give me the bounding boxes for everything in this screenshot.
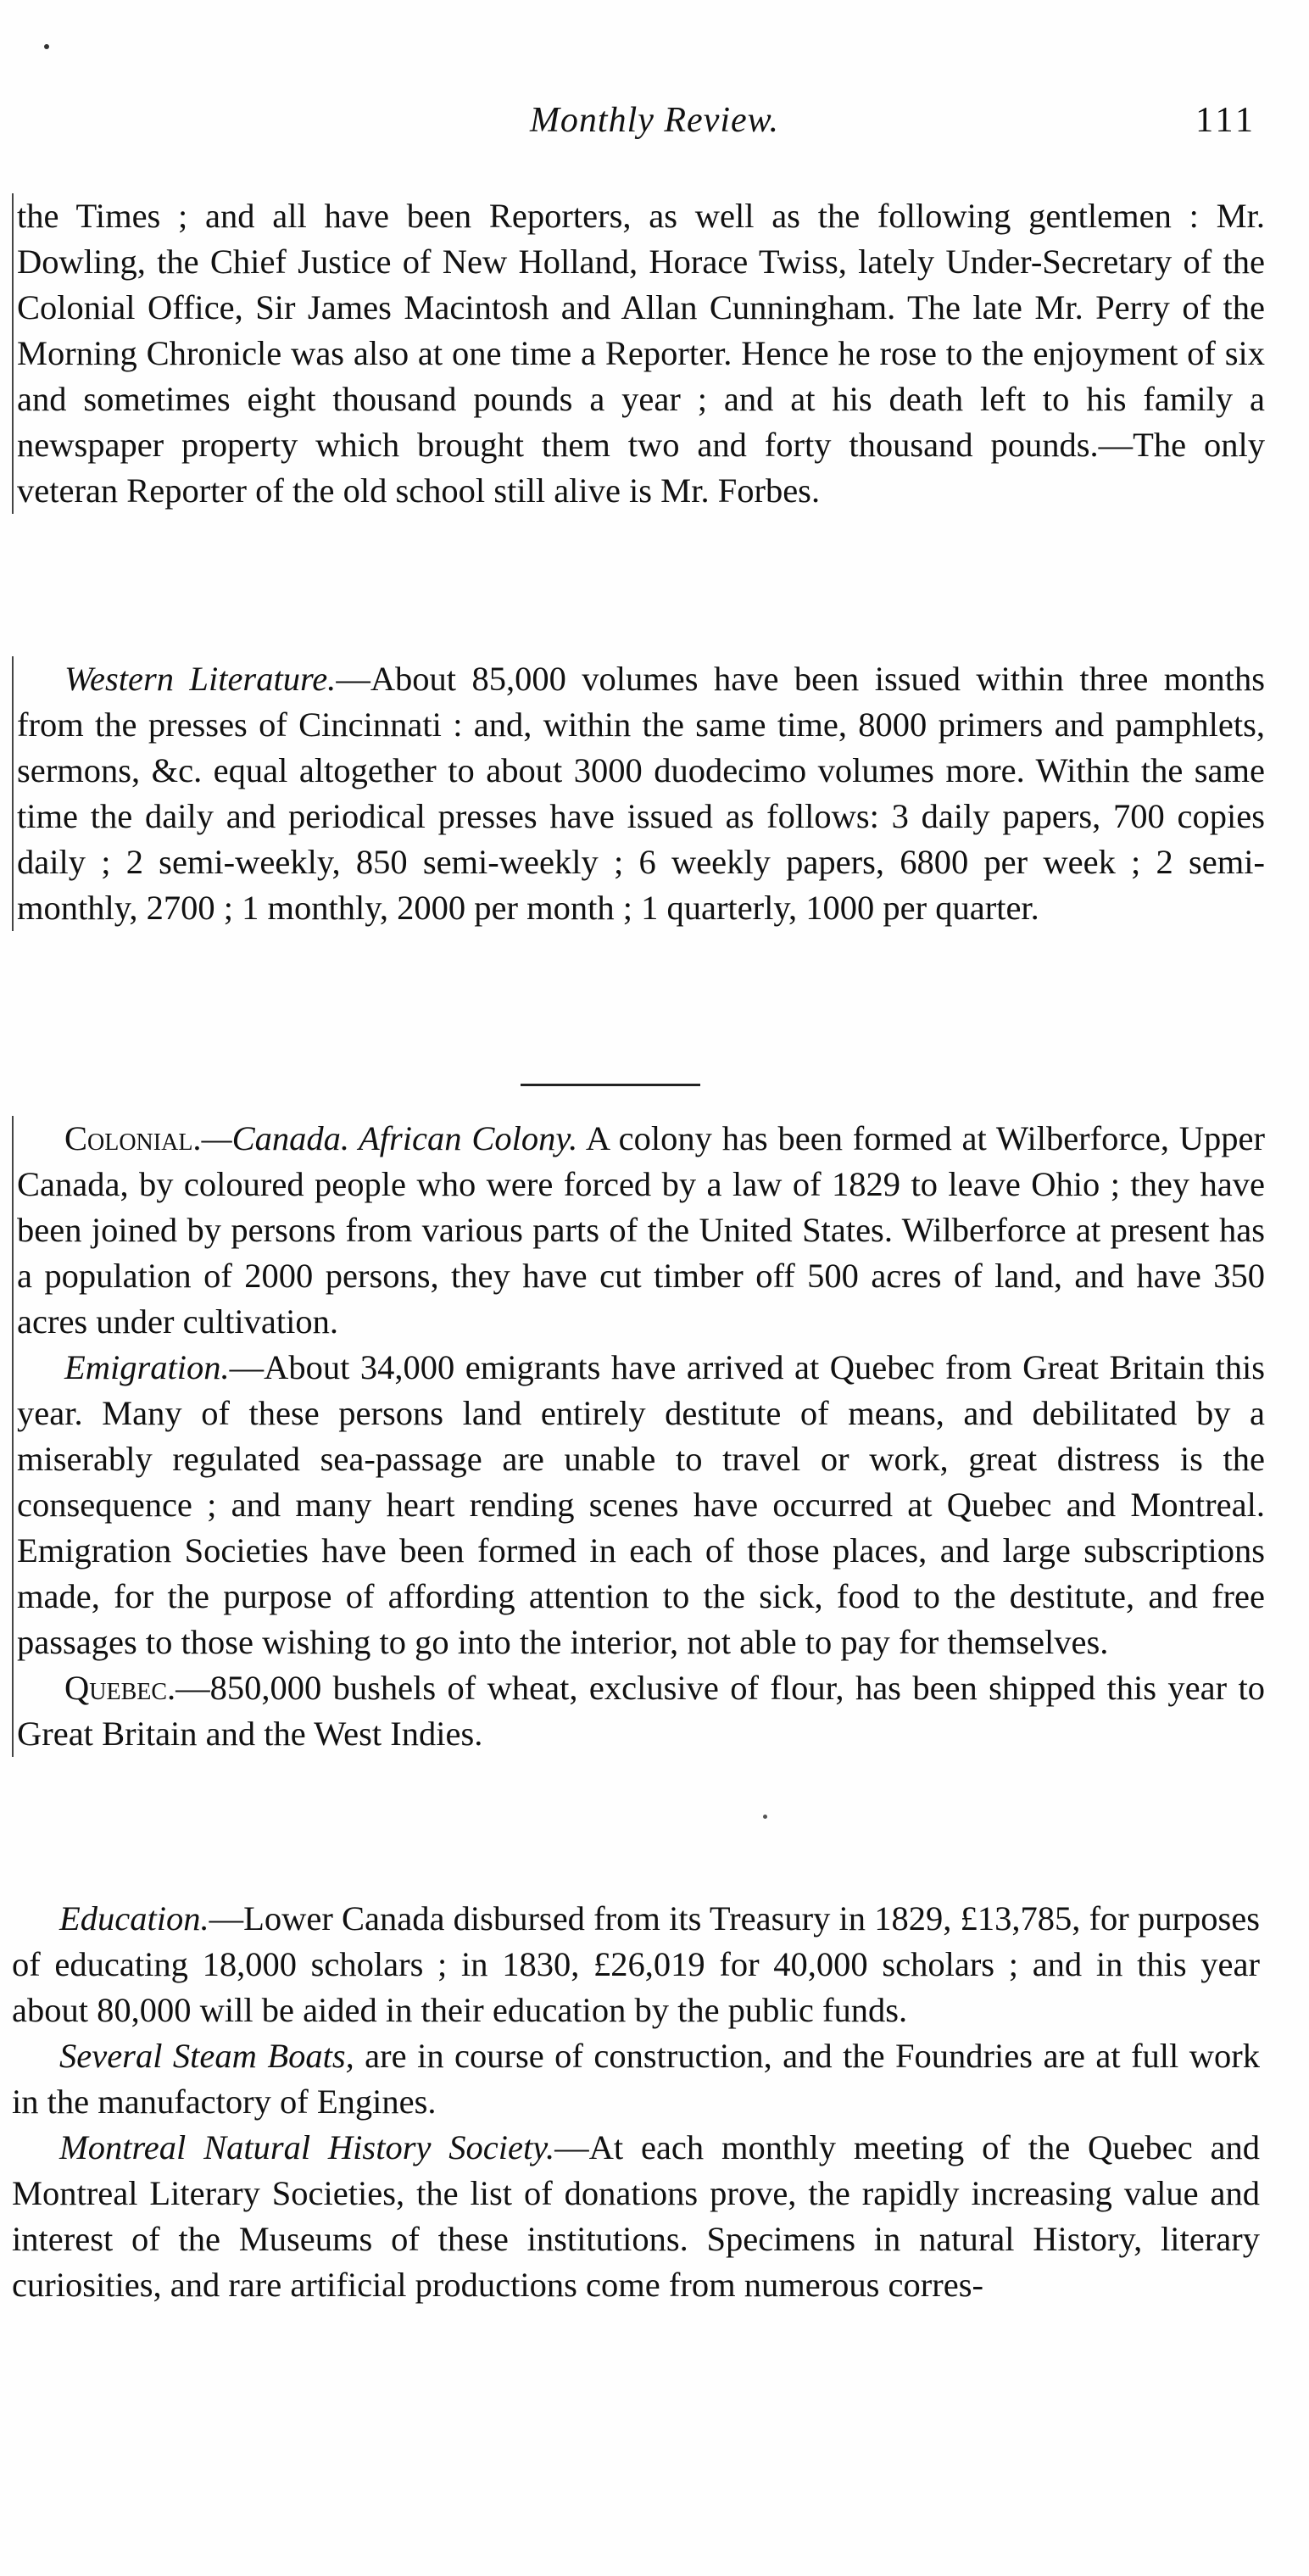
montreal-paragraph [12, 2125, 1260, 2308]
education-heading: Education. [59, 1899, 209, 1938]
education-body: —Lower Canada disbursed from its Treasury in 1829, £13,785, for purposes of educating 18,000 scholars ; in 1830, £26,019 for 40,000 scholars ; and in this year about 80,000 will be aided in their education by the public funds. [12, 1899, 1260, 2029]
western-literature-text [17, 656, 1265, 931]
ink-dot [763, 1815, 767, 1819]
reporters-text: the Times ; and all have been Reporters, as well as the following gentlemen : Mr. Dowling, the Chief Justice of New Holland, Horace Twiss, lately Under-Secretary of the Colonial Office, Sir James Macintosh and Allan Cunningham. The late Mr. Perry of the Morning Chronicle was also at one time a Reporter. Hence he rose to the enjoyment of six and sometimes eight thousand pounds a year ; and at his death left to his family a newspaper property which brought them two and forty thousand pounds.—The only veteran Reporter of the old school still alive is Mr. Forbes. [17, 197, 1265, 510]
quebec-body: —850,000 bushels of wheat, exclusive of flour, has been shipped this year to Great Britain and the West Indies. [17, 1669, 1265, 1753]
steam-boats-heading: Several Steam Boats, [59, 2037, 354, 2075]
colonial-sublabel: —Canada. African Colony. [201, 1119, 578, 1157]
montreal-heading: Montreal Natural History Society. [59, 2128, 555, 2166]
emigration-paragraph [17, 1345, 1265, 1665]
montreal-body: —At each monthly meeting of the Quebec and Montreal Literary Societies, the list of donations prove, the rapidly increasing value and interest of the Museums of these institutions. Specimens in natural History, literary curiosities, and rare artificial productions come from numerous corres- [12, 2128, 1261, 2304]
steam-boats-body: are in course of construction, and the Foundries are at full work in the manufactory of Engines. [12, 2037, 1261, 2121]
quebec-paragraph [17, 1665, 1265, 1757]
education-paragraph [12, 1896, 1260, 2033]
colonial-label: Colonial. [64, 1119, 202, 1157]
emigration-heading: Emigration. [64, 1348, 230, 1386]
colonial-paragraph [17, 1116, 1265, 1345]
education-section [12, 1896, 1260, 2308]
page-number: 111 [1195, 101, 1256, 140]
ink-speck [44, 44, 49, 49]
western-literature-heading: Western Literature. [64, 660, 337, 698]
reporters-paragraph [12, 193, 1265, 514]
section-divider [521, 1084, 700, 1086]
emigration-body: —About 34,000 emigrants have arrived at Quebec from Great Britain this year. Many of these persons land entirely destitute of means, and debilitated by a miserably regulated sea-passage are unable to travel or work, great distress is the consequence ; and many heart rending scenes have occurred at Quebec and Montreal. Emigration Societies have been formed in each of those places, and large subscriptions made, for the purpose of affording attention to the sick, food to the destitute, and free passages to those wishing to go into the interior, not able to pay for themselves. [17, 1348, 1265, 1661]
colonial-body: A colony has been formed at Wilberforce, Upper Canada, by coloured people who were forced by a law of 1829 to leave Ohio ; they have been joined by persons from various parts of the United States. Wilberforce at present has a population of 2000 persons, they have cut timber off 500 acres of land, and have 350 acres under cultivation. [17, 1119, 1265, 1341]
running-title: Monthly Review. [529, 101, 780, 140]
colonial-section [12, 1116, 1265, 1757]
western-literature-body: —About 85,000 volumes have been issued within three months from the presses of Cincinnati : and, within the same time, 8000 primers and pamphlets, sermons, &c. equal altogether to about 3000 duodecimo volumes more. Within the same time the daily and periodical presses have issued as follows: 3 daily papers, 700 copies daily ; 2 semi-weekly, 850 semi-weekly ; 6 weekly papers, 6800 per week ; 2 semi-monthly, 2700 ; 1 monthly, 2000 per month ; 1 quarterly, 1000 per quarter. [17, 660, 1266, 927]
page-header [0, 100, 1309, 151]
steam-boats-paragraph [12, 2033, 1260, 2125]
western-literature-paragraph [12, 656, 1265, 931]
quebec-label: Quebec. [64, 1669, 176, 1707]
